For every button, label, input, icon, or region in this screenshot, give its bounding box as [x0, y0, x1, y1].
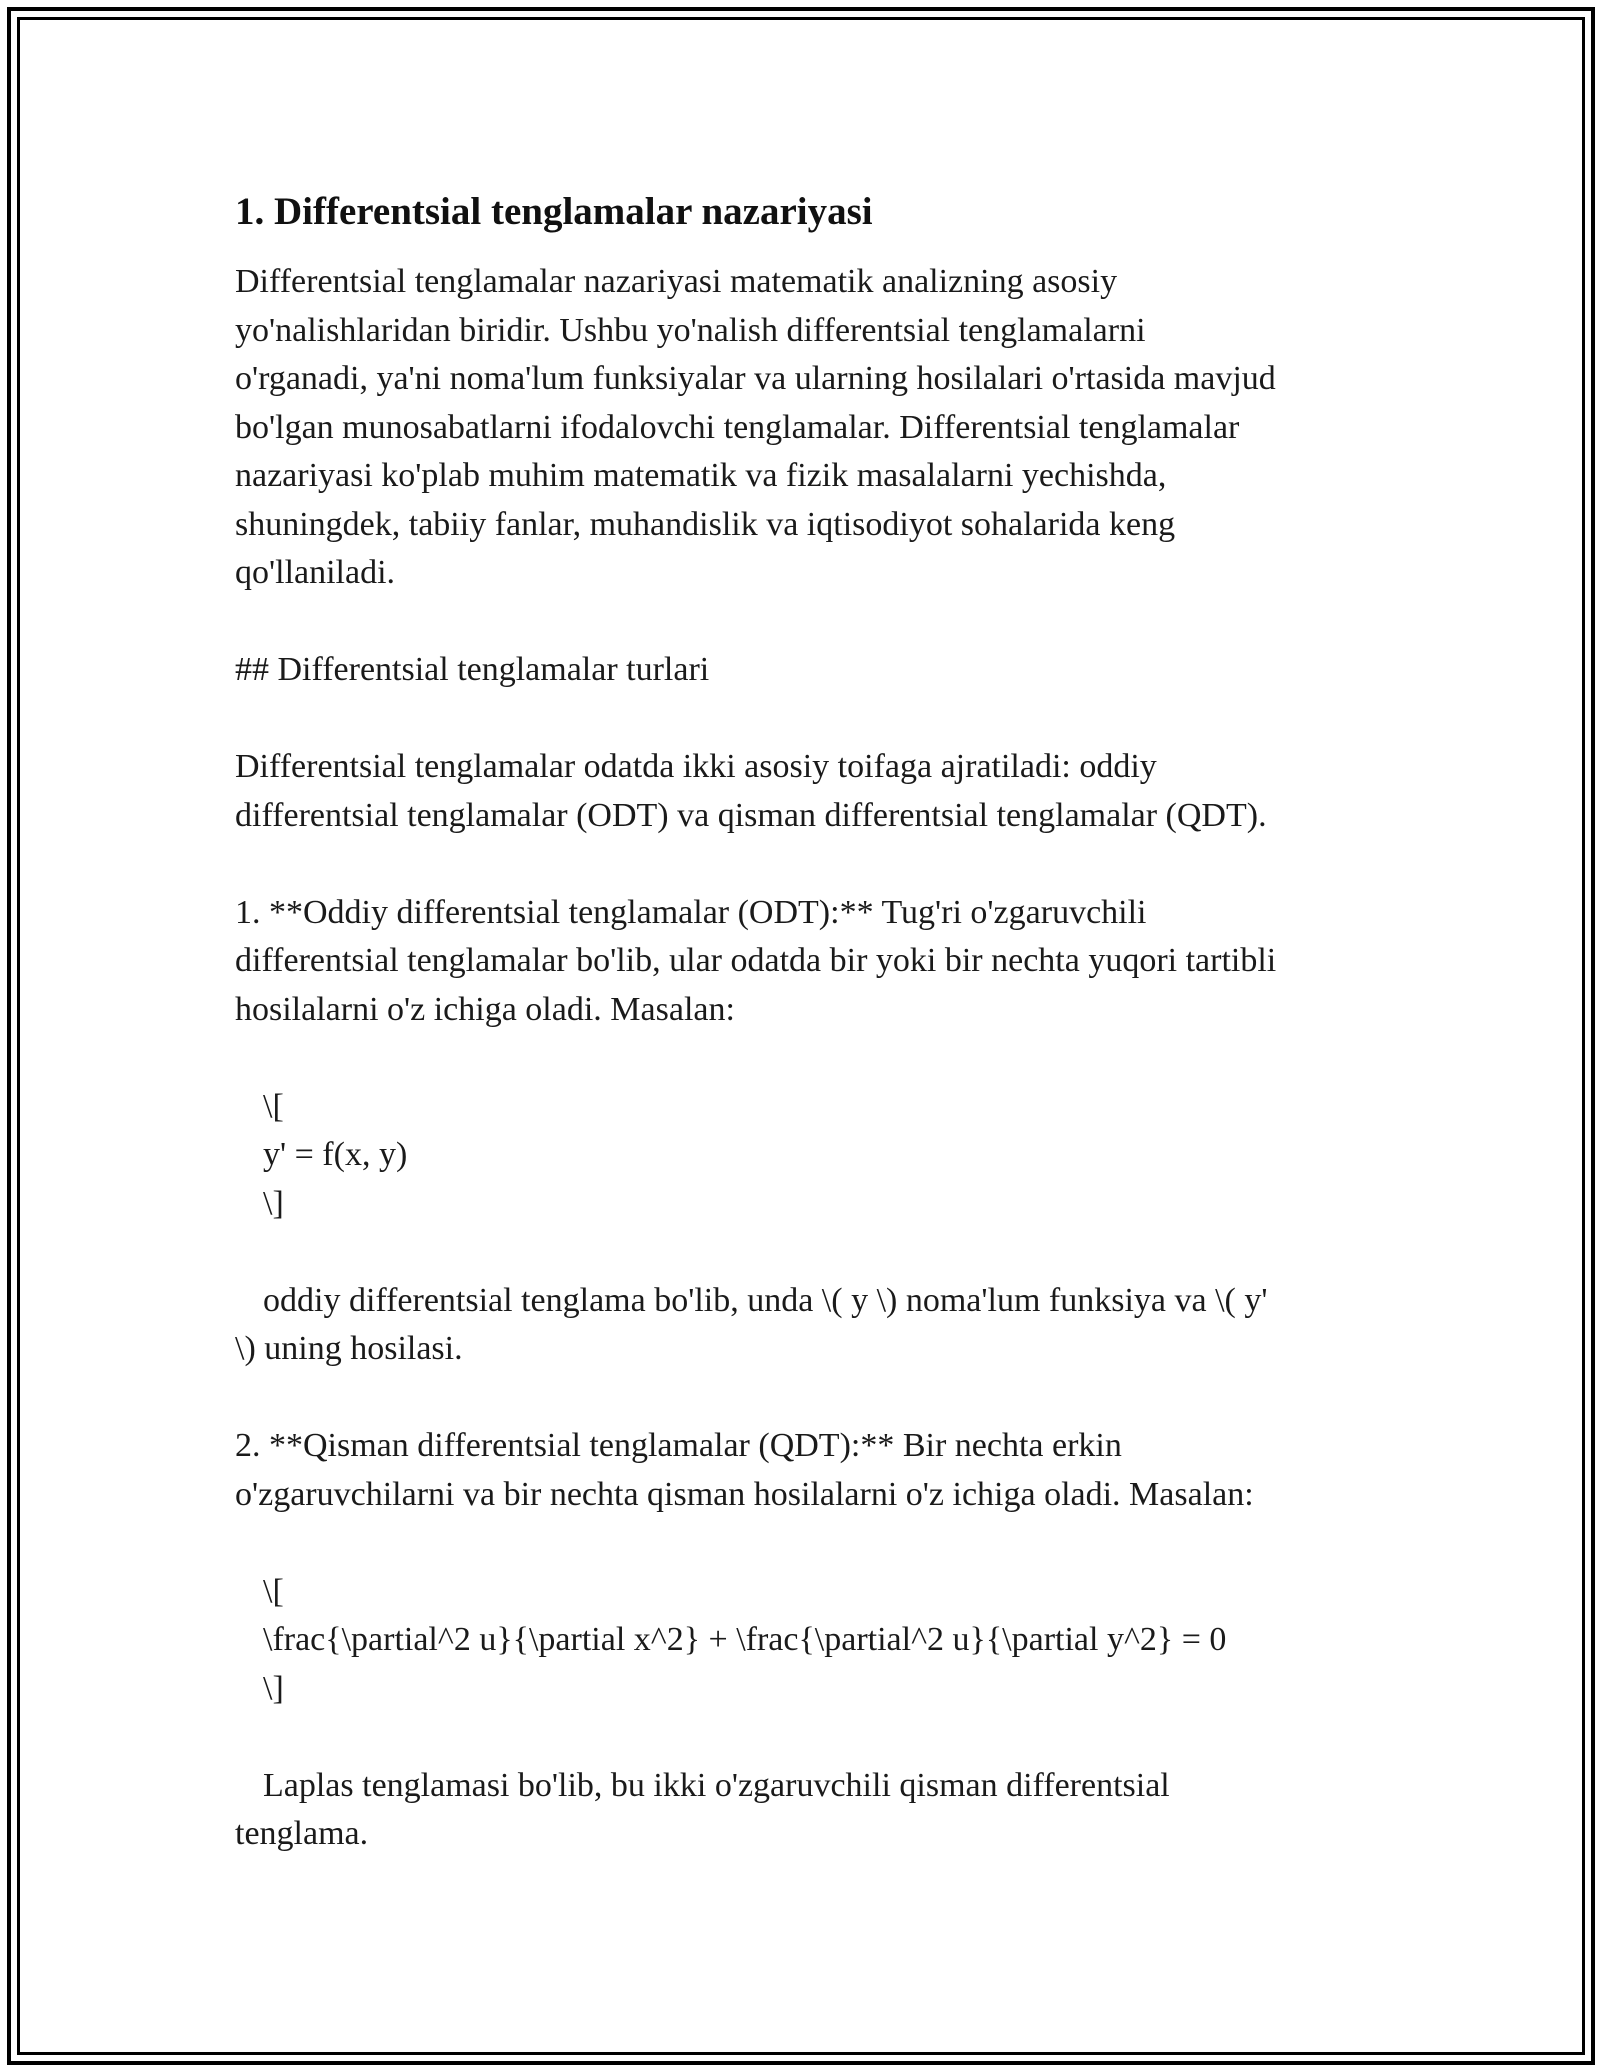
blank-line: [235, 840, 1365, 889]
blank-line: [235, 695, 1365, 744]
section-subheading: ## Differentsial tenglamalar turlari: [235, 651, 710, 688]
document-body: [235, 188, 1365, 1859]
blank-line: [235, 1034, 1365, 1083]
blank-line: [235, 1713, 1365, 1762]
intro-line: nazariyasi ko'plab muhim matematik va fizik masalalarni yechishda,: [235, 457, 1167, 494]
blank-line: [235, 598, 1365, 647]
list-item-odt-line: differentsial tenglamalar bo'lib, ular odatda bir yoki bir nechta yuqori tartibli: [235, 942, 1277, 979]
explanation-odt-line: oddiy differentsial tenglama bo'lib, unda \( y \) noma'lum funksiya va \( y': [263, 1281, 1268, 1319]
types-line: Differentsial tenglamalar odatda ikki asosiy toifaga ajratiladi: oddiy: [235, 748, 1157, 785]
intro-line: bo'lgan munosabatlarni ifodalovchi tenglamalar. Differentsial tenglamalar: [235, 408, 1240, 446]
blank-line: [235, 1228, 1365, 1277]
formula-odt-line: y' = f(x, y): [263, 1136, 408, 1173]
formula-qdt-line: \[: [263, 1572, 284, 1610]
types-line: differentsial tenglamalar (ODT) va qisman differentsial tenglamalar (QDT).: [235, 796, 1267, 834]
list-item-qdt-line: o'zgaruvchilarni va bir nechta qisman hosilalarni o'z ichiga oladi. Masalan:: [235, 1475, 1254, 1513]
explanation-odt-line: \) uning hosilasi.: [235, 1330, 463, 1367]
intro-line: o'rganadi, ya'ni noma'lum funksiyalar va ularning hosilalari o'rtasida mavjud: [235, 360, 1276, 397]
blank-line: [235, 1519, 1365, 1568]
intro-line: shuningdek, tabiiy fanlar, muhandislik va iqtisodiyot sohalarida keng: [235, 505, 1176, 543]
formula-odt-line: \]: [263, 1184, 284, 1222]
document-title: 1. Differentsial tenglamalar nazariyasi: [235, 190, 873, 233]
formula-qdt-line: \frac{\partial^2 u}{\partial x^2} + \frac{\partial^2 u}{\partial y^2} = 0: [263, 1621, 1227, 1658]
blank-line: [235, 1374, 1365, 1423]
formula-qdt-line: \]: [263, 1669, 284, 1707]
list-item-qdt-line: 2. **Qisman differentsial tenglamalar (QDT):** Bir nechta erkin: [235, 1427, 1122, 1464]
intro-line: qo'llaniladi.: [235, 554, 396, 591]
list-item-odt-line: 1. **Oddiy differentsial tenglamalar (ODT):** Tug'ri o'zgaruvchili: [235, 893, 1147, 931]
intro-line: Differentsial tenglamalar nazariyasi matematik analizning asosiy: [235, 263, 1118, 300]
intro-line: yo'nalishlaridan biridir. Ushbu yo'nalish differentsial tenglamalarni: [235, 311, 1146, 349]
explanation-qdt-line: tenglama.: [235, 1815, 369, 1852]
formula-odt-line: \[: [263, 1087, 284, 1125]
explanation-qdt-line: Laplas tenglamasi bo'lib, bu ikki o'zgaruvchili qisman differentsial: [263, 1766, 1170, 1804]
list-item-odt-line: hosilalarni o'z ichiga oladi. Masalan:: [235, 990, 735, 1028]
